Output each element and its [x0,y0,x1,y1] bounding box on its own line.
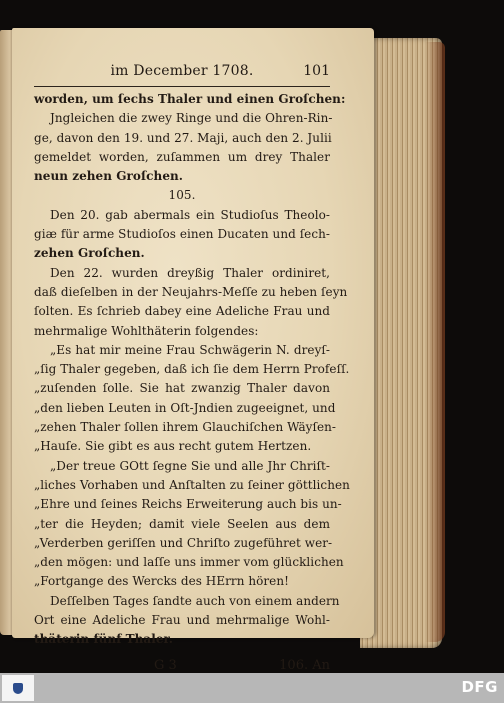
text-line: „zuſenden ſolle. Sie hat zwanzig Thaler davon [34,381,330,396]
text-line: Deſſelben Tages ſandte auch von einem andern [50,593,340,608]
text-line: „den mögen: und laſſe uns immer vom glücklichen [34,555,344,570]
text-line: „Fortgange des Wercks des HErrn hören! [34,574,289,589]
text-line: „liches Vorhaben und Anſtalten zu ſeiner göttlichen [34,477,350,492]
text-line: ſolten. Es ſchrieb dabey eine Adeliche Frau und [34,304,330,319]
page-content [34,62,350,673]
text-line: „den lieben Leuten in Oſt-Jndien zugeeignet, und [34,400,336,415]
text-line: worden, um ſechs Thaler und einen Groſchen: [34,92,346,106]
running-title: im December 1708. [110,63,254,79]
text-line: neun zehen Groſchen. [34,169,184,184]
book-page [12,28,374,673]
text-line: „Der treue GOtt ſegne Sie und alle Jhr Chriſt- [50,458,330,473]
page-number: 101 [303,63,330,79]
catchword: 106. An [279,657,330,673]
text-line: gemeldet worden, zuſammen um drey Thaler [34,149,330,164]
text-line: „ter die Heyden; damit viele Seelen aus dem [34,516,330,531]
text-line: thäterin fünf Thaler. [34,632,174,647]
running-head [34,62,330,80]
header-rule [34,86,330,87]
text-line: Jngleichen die zwey Ringe und die Ohren-Rin- [50,111,333,126]
text-line: „zehen Thaler ſollen ihrem Glauchiſchen Wäyſen- [34,420,337,435]
text-line: „Ehre und ſeines Reichs Erweiterung auch bis un- [34,497,342,512]
text-line: ge, davon den 19. und 27. Maji, auch den 2. Julii [34,130,332,145]
text-line: daß dieſelben in der Neujahrs-Meſſe zu heben ſeyn [34,284,348,299]
text-line: „Hauſe. Sie gibt es aus recht gutem Hertzen. [34,439,312,454]
signature-mark: G 3 [154,657,177,673]
viewer-footer-bar [0,673,504,703]
text-line: „Verderben geriſſen und Chriſto zugeführet wer- [34,535,333,550]
body-text [34,90,350,650]
franckesche-logo [2,675,34,701]
text-line: Den 20. gab abermals ein Studioſus Theolo- [50,207,330,222]
binding-shadow [425,42,445,642]
text-line: giæ für arme Studioſos einen Ducaten und ſech- [34,227,330,242]
dfg-logo: DFG [461,678,498,696]
text-line: 105. [168,188,196,203]
text-line: zehen Groſchen. [34,246,145,261]
text-line: Ort eine Adeliche Frau und mehrmalige Wohl- [34,613,330,628]
page-footer [34,658,330,673]
text-line: „ſig Thaler gegeben, daß ich ſie dem Herrn Profeſſ. [34,362,350,377]
text-line: „Es hat mir meine Frau Schwägerin N. dreyſ- [50,342,330,357]
shield-icon [13,683,23,694]
text-line: Den 22. wurden dreyßig Thaler ordiniret, [50,265,330,280]
text-line: mehrmalige Wohlthäterin folgendes: [34,323,259,338]
